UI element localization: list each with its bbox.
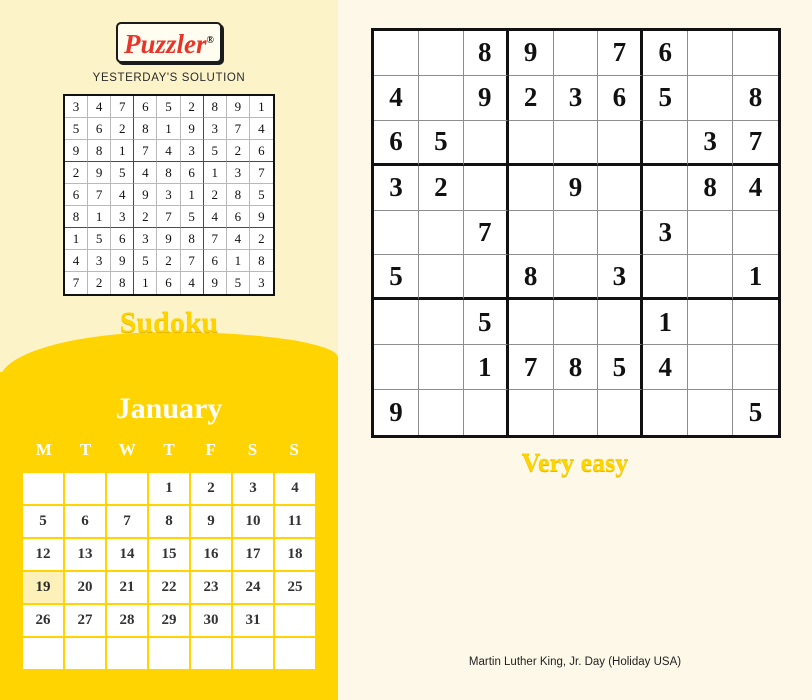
solution-cell: 2 xyxy=(181,96,204,118)
calendar-cell-empty xyxy=(275,605,315,636)
puzzle-cell-empty[interactable] xyxy=(419,300,464,345)
puzzle-cell-empty[interactable] xyxy=(598,121,643,166)
calendar-day-cell[interactable]: 4 xyxy=(275,473,315,504)
puzzle-cell-given[interactable]: 9 xyxy=(464,76,509,121)
solution-cell: 9 xyxy=(134,184,157,206)
solution-cell: 5 xyxy=(181,206,204,228)
calendar-day-cell[interactable]: 2 xyxy=(191,473,231,504)
solution-cell: 4 xyxy=(227,228,250,250)
solution-cell: 4 xyxy=(204,206,227,228)
solution-cell: 8 xyxy=(157,162,180,184)
puzzle-cell-empty[interactable] xyxy=(733,31,778,76)
solution-cell: 6 xyxy=(88,118,111,140)
puzzle-cell-empty[interactable] xyxy=(688,76,733,121)
puzzle-cell-empty[interactable] xyxy=(554,255,599,300)
puzzle-cell-empty[interactable] xyxy=(688,255,733,300)
solution-cell: 5 xyxy=(65,118,88,140)
calendar-day-cell[interactable]: 23 xyxy=(191,572,231,603)
calendar-day-header: M xyxy=(35,440,52,459)
calendar-day-cell[interactable]: 21 xyxy=(107,572,147,603)
puzzle-cell-given[interactable]: 5 xyxy=(419,121,464,166)
puzzle-cell-given[interactable]: 3 xyxy=(643,211,688,256)
puzzle-cell-empty[interactable] xyxy=(688,211,733,256)
solution-cell: 4 xyxy=(157,140,180,162)
puzzle-cell-given[interactable]: 6 xyxy=(374,121,419,166)
solution-cell: 5 xyxy=(88,228,111,250)
solution-cell: 9 xyxy=(88,162,111,184)
puzzle-cell-empty[interactable] xyxy=(554,121,599,166)
calendar-cell-empty xyxy=(107,638,147,669)
puzzle-cell-empty[interactable] xyxy=(688,345,733,390)
puzzle-cell-empty[interactable] xyxy=(419,76,464,121)
solution-cell: 7 xyxy=(157,206,180,228)
calendar-day-cell[interactable]: 24 xyxy=(233,572,273,603)
solution-cell: 9 xyxy=(250,206,273,228)
solution-cell: 6 xyxy=(227,206,250,228)
calendar-day-cell[interactable]: 6 xyxy=(65,506,105,537)
solution-cell: 6 xyxy=(65,184,88,206)
solution-cell: 9 xyxy=(111,250,134,272)
puzzle-cell-given[interactable]: 8 xyxy=(688,166,733,211)
puzzle-cell-given[interactable]: 4 xyxy=(643,345,688,390)
puzzler-logo xyxy=(89,22,249,59)
calendar-cell-empty xyxy=(23,473,63,504)
puzzle-cell-empty[interactable] xyxy=(554,31,599,76)
puzzle-cell-empty[interactable] xyxy=(643,390,688,435)
puzzle-cell-empty[interactable] xyxy=(733,300,778,345)
puzzle-cell-empty[interactable] xyxy=(374,300,419,345)
calendar-day-cell[interactable]: 15 xyxy=(149,539,189,570)
solution-cell: 4 xyxy=(181,272,204,294)
solution-cell: 1 xyxy=(88,206,111,228)
puzzle-cell-empty[interactable] xyxy=(419,345,464,390)
solution-cell: 4 xyxy=(65,250,88,272)
solution-cell: 7 xyxy=(227,118,250,140)
puzzle-cell-empty[interactable] xyxy=(464,166,509,211)
puzzle-cell-empty[interactable] xyxy=(688,31,733,76)
calendar-day-cell[interactable]: 18 xyxy=(275,539,315,570)
solution-cell: 4 xyxy=(250,118,273,140)
solution-cell: 1 xyxy=(65,228,88,250)
solution-cell: 5 xyxy=(134,250,157,272)
puzzle-cell-given[interactable]: 7 xyxy=(733,121,778,166)
solution-cell: 7 xyxy=(250,162,273,184)
calendar-day-cell[interactable]: 25 xyxy=(275,572,315,603)
solution-cell: 7 xyxy=(204,228,227,250)
puzzle-cell-given[interactable]: 2 xyxy=(509,76,554,121)
calendar-day-cell[interactable]: 10 xyxy=(233,506,273,537)
puzzle-cell-empty[interactable] xyxy=(464,255,509,300)
solution-cell: 3 xyxy=(227,162,250,184)
puzzle-cell-empty[interactable] xyxy=(643,121,688,166)
calendar-day-cell[interactable]: 31 xyxy=(233,605,273,636)
puzzle-cell-empty[interactable] xyxy=(554,300,599,345)
solution-cell: 8 xyxy=(134,118,157,140)
calendar-day-cell[interactable]: 12 xyxy=(23,539,63,570)
solution-cell: 1 xyxy=(157,118,180,140)
solution-cell: 3 xyxy=(88,250,111,272)
puzzle-cell-given[interactable]: 9 xyxy=(509,31,554,76)
solution-cell: 8 xyxy=(111,272,134,294)
solution-cell: 8 xyxy=(65,206,88,228)
solution-cell: 2 xyxy=(250,228,273,250)
solution-cell: 7 xyxy=(65,272,88,294)
calendar-cell-empty xyxy=(149,638,189,669)
puzzle-cell-given[interactable]: 4 xyxy=(733,166,778,211)
solution-cell: 1 xyxy=(111,140,134,162)
solution-cell: 1 xyxy=(181,184,204,206)
puzzle-cell-given[interactable]: 3 xyxy=(374,166,419,211)
calendar-cell-empty xyxy=(65,638,105,669)
puzzle-cell-empty[interactable] xyxy=(598,211,643,256)
calendar-cell-empty xyxy=(275,638,315,669)
puzzle-cell-given[interactable]: 5 xyxy=(598,345,643,390)
sudoku-puzzle-grid[interactable] xyxy=(371,28,781,438)
calendar-day-cell[interactable]: 17 xyxy=(233,539,273,570)
puzzle-cell-given[interactable]: 2 xyxy=(419,166,464,211)
calendar-day-cell[interactable]: 9 xyxy=(191,506,231,537)
puzzle-cell-empty[interactable] xyxy=(554,390,599,435)
puzzle-cell-empty[interactable] xyxy=(509,166,554,211)
puzzle-cell-given[interactable]: 5 xyxy=(374,255,419,300)
solution-cell: 4 xyxy=(88,96,111,118)
puzzle-cell-given[interactable]: 1 xyxy=(643,300,688,345)
puzzle-cell-empty[interactable] xyxy=(598,390,643,435)
difficulty-label: Very easy xyxy=(521,448,629,477)
puzzle-cell-given[interactable]: 7 xyxy=(598,31,643,76)
puzzle-cell-given[interactable]: 5 xyxy=(748,397,763,428)
calendar-day-header: T xyxy=(79,440,92,459)
solution-cell: 2 xyxy=(88,272,111,294)
puzzle-cell-given[interactable]: 8 xyxy=(733,76,778,121)
puzzle-cell-given[interactable]: 1 xyxy=(464,345,509,390)
puzzle-cell-given[interactable]: 7 xyxy=(464,211,509,256)
puzzle-cell-given[interactable]: 6 xyxy=(598,76,643,121)
puzzle-cell-empty[interactable] xyxy=(643,255,688,300)
solution-cell: 1 xyxy=(227,250,250,272)
calendar-day-cell[interactable]: 14 xyxy=(107,539,147,570)
calendar-cell-empty xyxy=(107,473,147,504)
puzzle-cell-empty[interactable] xyxy=(509,211,554,256)
solution-cell: 7 xyxy=(134,140,157,162)
right-panel xyxy=(338,0,812,700)
solution-cell: 6 xyxy=(250,140,273,162)
solution-cell: 4 xyxy=(111,184,134,206)
puzzle-cell-empty[interactable] xyxy=(419,211,464,256)
puzzle-cell-given[interactable]: 8 xyxy=(509,255,554,300)
puzzle-cell-given[interactable]: 6 xyxy=(643,31,688,76)
solution-cell: 8 xyxy=(181,228,204,250)
solution-cell: 9 xyxy=(65,140,88,162)
calendar-cell-empty xyxy=(233,638,273,669)
puzzle-type-title: Sudoku xyxy=(119,306,219,339)
solution-cell: 2 xyxy=(227,140,250,162)
calendar-day-cell[interactable]: 8 xyxy=(149,506,189,537)
registered-mark-icon: ® xyxy=(206,35,215,46)
calendar-day-header: F xyxy=(205,440,216,459)
puzzle-cell-empty[interactable] xyxy=(374,345,419,390)
puzzle-cell-given[interactable]: 7 xyxy=(509,345,554,390)
yesterdays-solution-label: YESTERDAY'S SOLUTION xyxy=(92,72,246,84)
solution-cell: 1 xyxy=(250,96,273,118)
puzzle-cell-given[interactable]: 5 xyxy=(643,76,688,121)
solution-cell: 2 xyxy=(204,184,227,206)
solution-cell: 6 xyxy=(204,250,227,272)
puzzle-cell-given[interactable]: 3 xyxy=(598,255,643,300)
solution-cell: 3 xyxy=(157,184,180,206)
calendar-day-header: S xyxy=(247,440,258,459)
calendar-day-cell[interactable]: 29 xyxy=(149,605,189,636)
puzzle-cell-given[interactable]: 1 xyxy=(733,255,778,300)
solution-cell: 5 xyxy=(111,162,134,184)
solution-cell: 5 xyxy=(204,140,227,162)
puzzle-cell-empty[interactable] xyxy=(509,121,554,166)
calendar-day-header: S xyxy=(289,440,299,459)
puzzle-cell-given[interactable]: 5 xyxy=(464,300,509,345)
solution-cell: 6 xyxy=(181,162,204,184)
solution-cell: 2 xyxy=(111,118,134,140)
puzzle-cell-given[interactable]: 3 xyxy=(688,121,733,166)
puzzle-cell-empty[interactable] xyxy=(509,390,554,435)
puzzle-cell-empty[interactable] xyxy=(643,166,688,211)
puzzle-cell-empty[interactable] xyxy=(419,31,464,76)
puzzle-cell-empty[interactable] xyxy=(509,300,554,345)
holiday-note: Martin Luther King, Jr. Day (Holiday USA) xyxy=(468,656,682,668)
calendar-day-cell[interactable]: 5 xyxy=(23,506,63,537)
calendar-cell-empty xyxy=(23,638,63,669)
calendar-cell-empty xyxy=(191,638,231,669)
calendar-day-cell[interactable]: 13 xyxy=(65,539,105,570)
solution-cell: 2 xyxy=(157,250,180,272)
solution-cell: 6 xyxy=(111,228,134,250)
puzzle-cell-given[interactable]: 8 xyxy=(554,345,599,390)
solution-cell: 6 xyxy=(134,96,157,118)
calendar-grid xyxy=(23,473,315,669)
solution-cell: 3 xyxy=(134,228,157,250)
puzzle-cell-given[interactable]: 9 xyxy=(554,166,599,211)
solution-cell: 5 xyxy=(157,96,180,118)
calendar-day-cell[interactable]: 3 xyxy=(233,473,273,504)
puzzle-cell-empty[interactable] xyxy=(374,31,419,76)
solution-cell: 4 xyxy=(134,162,157,184)
puzzle-cell-given[interactable]: 3 xyxy=(554,76,599,121)
solution-cell: 6 xyxy=(157,272,180,294)
calendar-day-cell[interactable]: 26 xyxy=(23,605,63,636)
solution-cell: 1 xyxy=(204,162,227,184)
solution-cell: 1 xyxy=(134,272,157,294)
calendar-day-cell[interactable]: 7 xyxy=(107,506,147,537)
puzzle-cell-empty[interactable] xyxy=(419,390,464,435)
calendar-day-cell[interactable]: 28 xyxy=(107,605,147,636)
calendar-day-cell[interactable]: 22 xyxy=(149,572,189,603)
solution-cell: 3 xyxy=(111,206,134,228)
puzzle-cell-given[interactable]: 4 xyxy=(374,76,419,121)
solution-cell: 2 xyxy=(134,206,157,228)
calendar-day-cell[interactable]: 16 xyxy=(191,539,231,570)
calendar-day-cell[interactable]: 19 xyxy=(23,572,63,603)
solution-cell: 3 xyxy=(65,96,88,118)
solution-cell: 3 xyxy=(258,275,265,290)
solution-cell: 2 xyxy=(65,162,88,184)
calendar-day-cell[interactable]: 1 xyxy=(149,473,189,504)
solution-cell: 3 xyxy=(204,118,227,140)
solution-cell: 8 xyxy=(88,140,111,162)
puzzle-cell-empty[interactable] xyxy=(464,390,509,435)
solution-cell: 7 xyxy=(88,184,111,206)
solution-cell: 8 xyxy=(250,250,273,272)
puzzle-cell-empty[interactable] xyxy=(464,121,509,166)
solution-cell: 5 xyxy=(227,272,250,294)
puzzle-cell-empty[interactable] xyxy=(554,211,599,256)
calendar-day-cell[interactable]: 20 xyxy=(65,572,105,603)
yesterdays-solution-grid xyxy=(63,94,275,296)
solution-cell: 5 xyxy=(250,184,273,206)
solution-cell: 8 xyxy=(204,96,227,118)
calendar-day-headers xyxy=(23,440,315,460)
calendar-month-title: January xyxy=(115,392,223,425)
left-panel xyxy=(0,0,338,700)
solution-cell: 9 xyxy=(204,272,227,294)
solution-cell: 7 xyxy=(181,250,204,272)
solution-cell: 8 xyxy=(227,184,250,206)
solution-cell: 3 xyxy=(181,140,204,162)
puzzle-cell-empty[interactable] xyxy=(733,211,778,256)
calendar-day-cell[interactable]: 27 xyxy=(65,605,105,636)
solution-cell: 9 xyxy=(181,118,204,140)
calendar-day-cell[interactable]: 11 xyxy=(275,506,315,537)
puzzle-cell-given[interactable]: 8 xyxy=(464,31,509,76)
puzzle-cell-empty[interactable] xyxy=(688,390,733,435)
puzzle-cell-empty[interactable] xyxy=(374,211,419,256)
puzzle-cell-empty[interactable] xyxy=(598,300,643,345)
puzzle-cell-empty[interactable] xyxy=(598,166,643,211)
puzzle-cell-empty[interactable] xyxy=(419,255,464,300)
puzzle-cell-empty[interactable] xyxy=(688,300,733,345)
puzzler-logo-text: Puzzler® xyxy=(116,22,222,63)
solution-cell: 9 xyxy=(157,228,180,250)
solution-cell: 9 xyxy=(227,96,250,118)
calendar-day-header: W xyxy=(118,440,136,459)
puzzle-cell-given[interactable]: 9 xyxy=(374,390,419,435)
puzzle-cell-empty[interactable] xyxy=(733,345,778,390)
solution-cell: 7 xyxy=(111,96,134,118)
calendar-cell-empty xyxy=(65,473,105,504)
calendar-day-cell[interactable]: 30 xyxy=(191,605,231,636)
calendar-day-header: T xyxy=(163,440,175,459)
